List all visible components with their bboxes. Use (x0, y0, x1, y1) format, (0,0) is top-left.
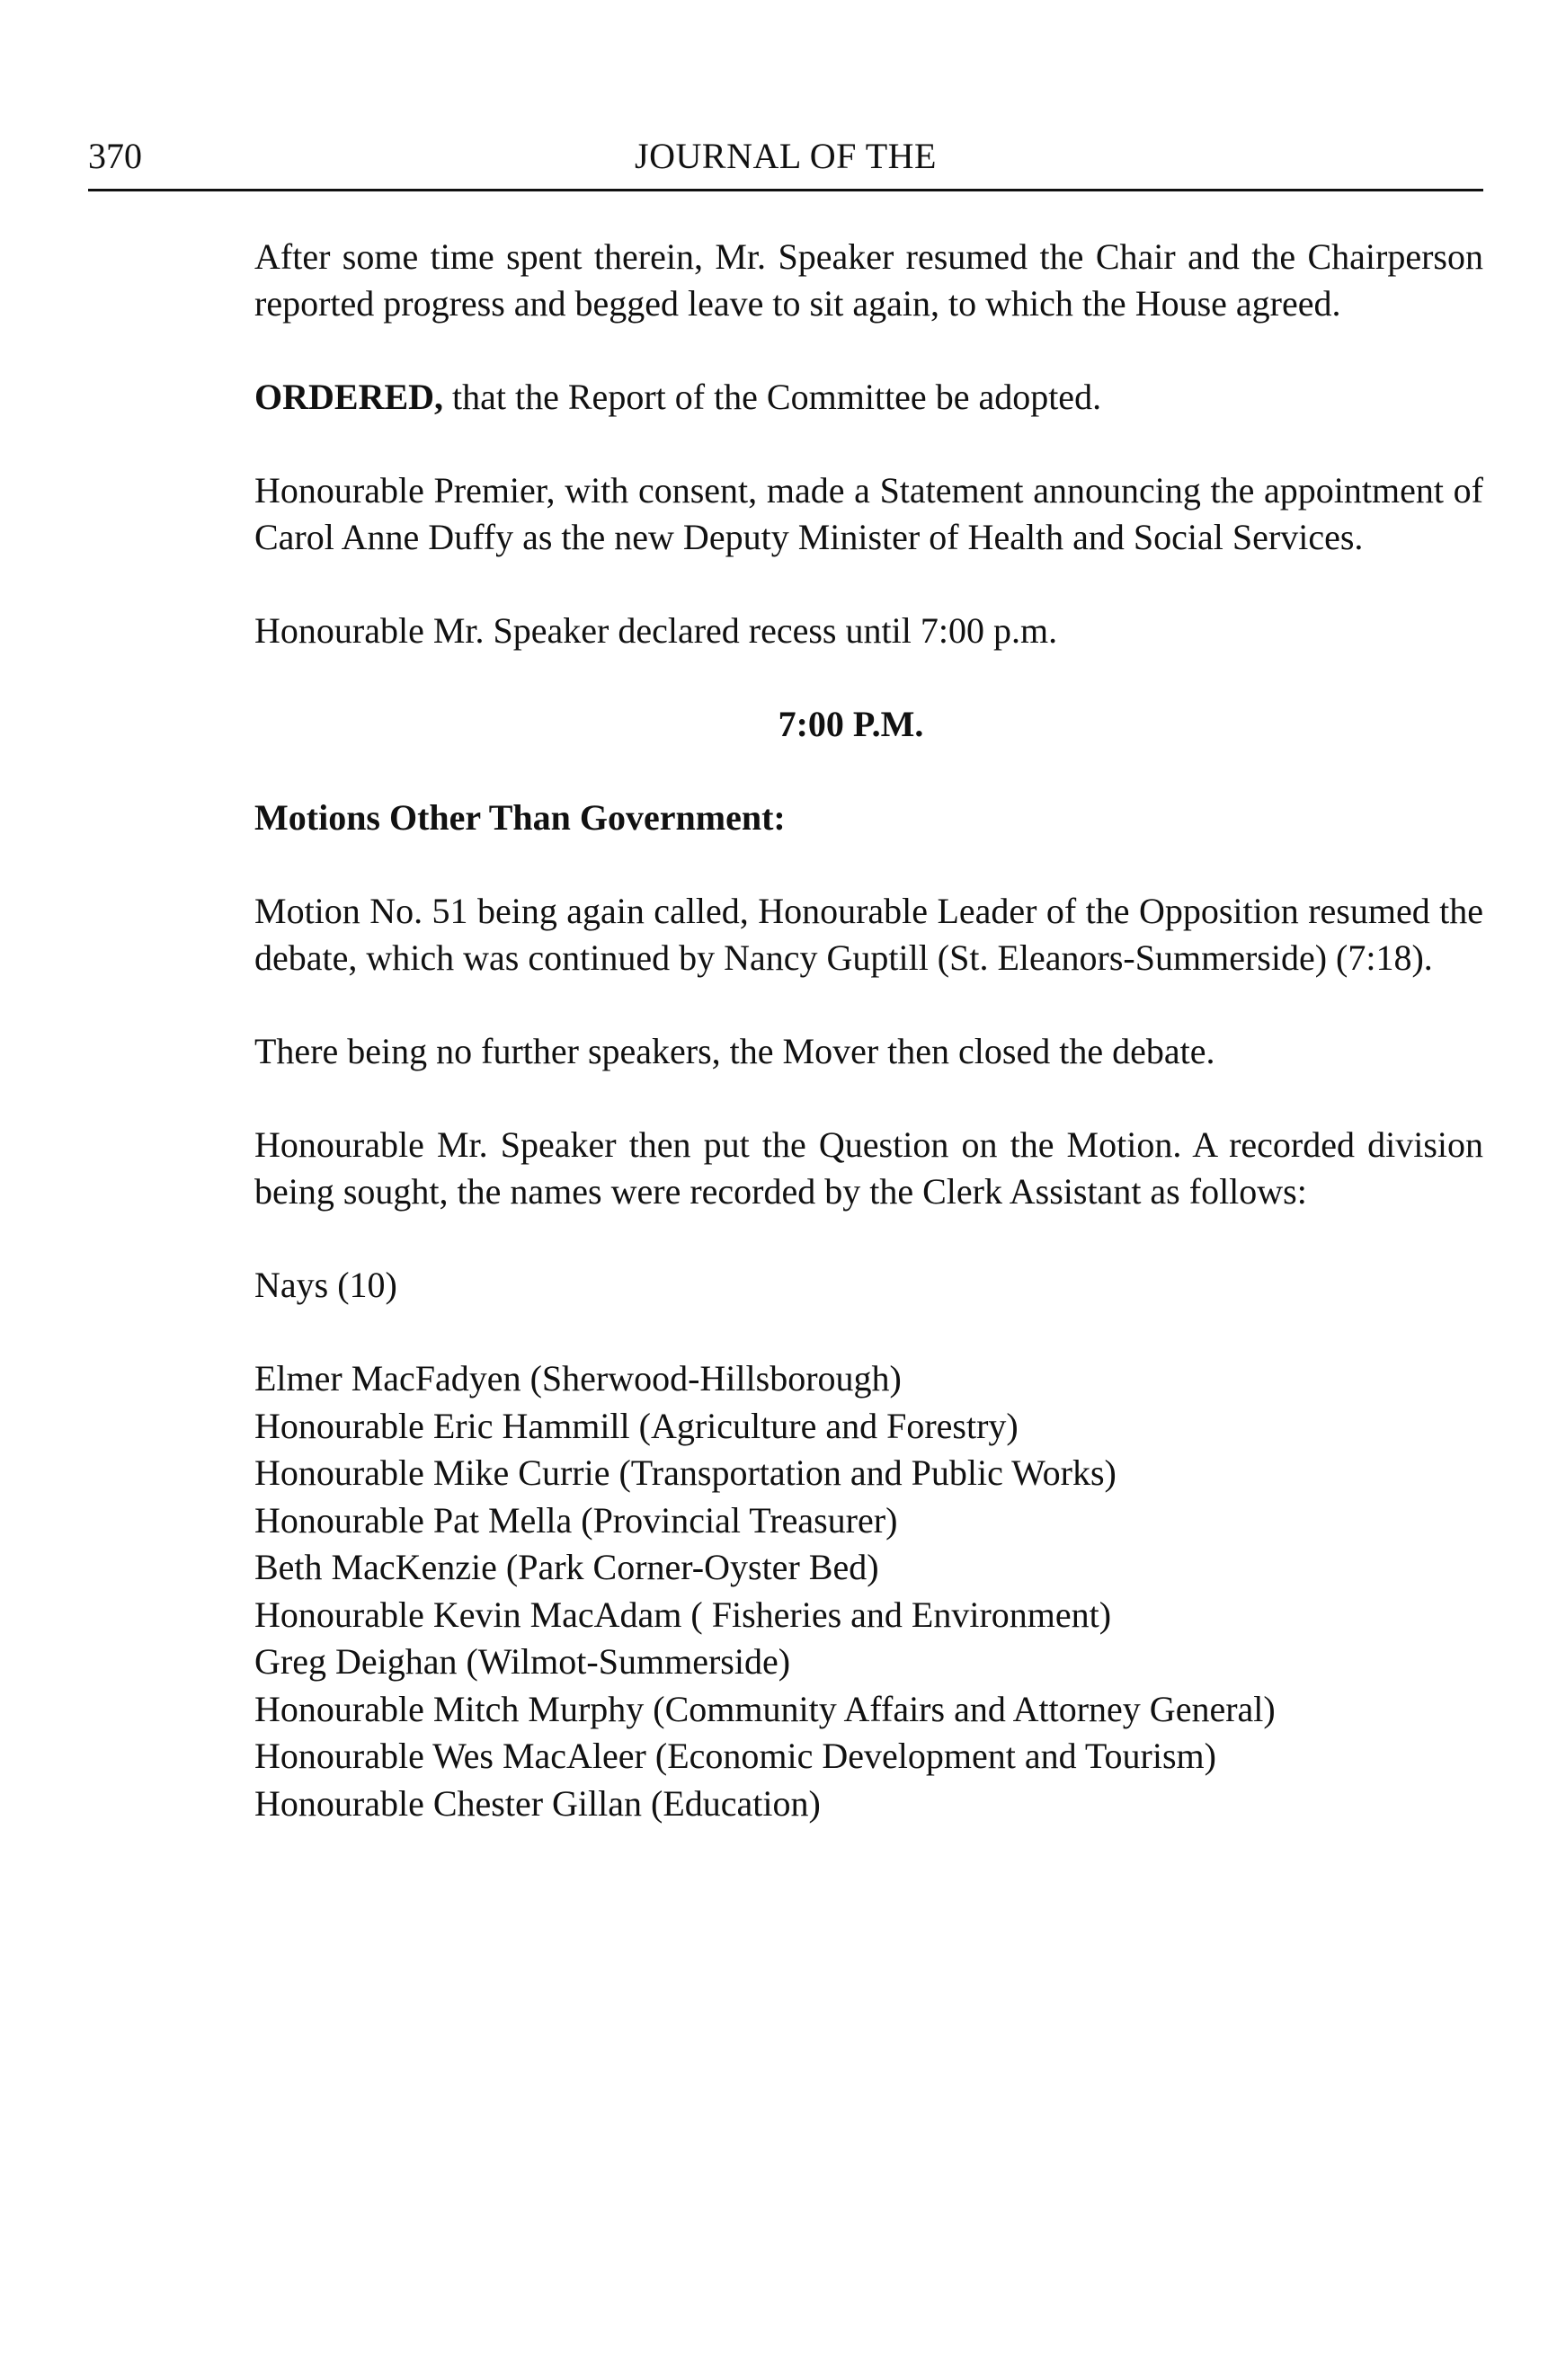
paragraph-ordered (254, 374, 1483, 421)
nays-list-item: Honourable Pat Mella (Provincial Treasurer) (254, 1499, 898, 1541)
nays-list-item: Honourable Chester Gillan (Education) (254, 1782, 821, 1824)
nays-list-item: Honourable Kevin MacAdam ( Fisheries and Environment) (254, 1594, 1112, 1635)
nays-list-item: Greg Deighan (Wilmot-Summerside) (254, 1641, 791, 1682)
paragraph-recorded-division: Honourable Mr. Speaker then put the Question on the Motion. A recorded division being sought, the names were recorded by the Clerk Assistant as follows: (254, 1124, 1483, 1212)
nays-list-item: Beth MacKenzie (Park Corner-Oyster Bed) (254, 1547, 879, 1587)
nays-list-item: Honourable Wes MacAleer (Economic Development and Tourism) (254, 1736, 1216, 1776)
nays-list (254, 1355, 1483, 1827)
nays-heading: Nays (10) (254, 1265, 397, 1305)
nays-list-item: Honourable Mitch Murphy (Community Affairs and Attorney General) (254, 1688, 1276, 1729)
nays-list-item: Honourable Eric Hammill (Agriculture and Forestry) (254, 1405, 1019, 1446)
paragraph-premier-statement: Honourable Premier, with consent, made a Statement announcing the appointment of Carol Anne Duffy as the new Deputy Minister of Health and Social Services. (254, 470, 1483, 557)
paragraph-recess: Honourable Mr. Speaker declared recess until 7:00 p.m. (254, 610, 1058, 651)
ordered-text: that the Report of the Committee be adopted. (443, 377, 1102, 417)
page-header (88, 135, 1483, 191)
header-rule (88, 189, 1483, 191)
paragraph-committee-progress: After some time spent therein, Mr. Speaker resumed the Chair and the Chairperson reported progress and begged leave to sit again, to which the House agreed. (254, 236, 1483, 324)
time-heading: 7:00 P.M. (778, 704, 924, 744)
paragraph-motion-51: Motion No. 51 being again called, Honourable Leader of the Opposition resumed the debate, which was continued by Nancy Guptill (St. Eleanors-Summerside) (7:18). (254, 891, 1483, 978)
nays-list-item: Honourable Mike Currie (Transportation and Public Works) (254, 1452, 1117, 1493)
nays-list-item: Elmer MacFadyen (Sherwood-Hillsborough) (254, 1358, 902, 1399)
running-head: JOURNAL OF THE (635, 136, 937, 176)
section-heading: Motions Other Than Government: (254, 797, 786, 838)
page-number: 370 (88, 136, 142, 176)
paragraph-debate-closed: There being no further speakers, the Mover then closed the debate. (254, 1031, 1215, 1071)
ordered-label: ORDERED, (254, 377, 444, 417)
journal-body (254, 234, 1483, 1827)
